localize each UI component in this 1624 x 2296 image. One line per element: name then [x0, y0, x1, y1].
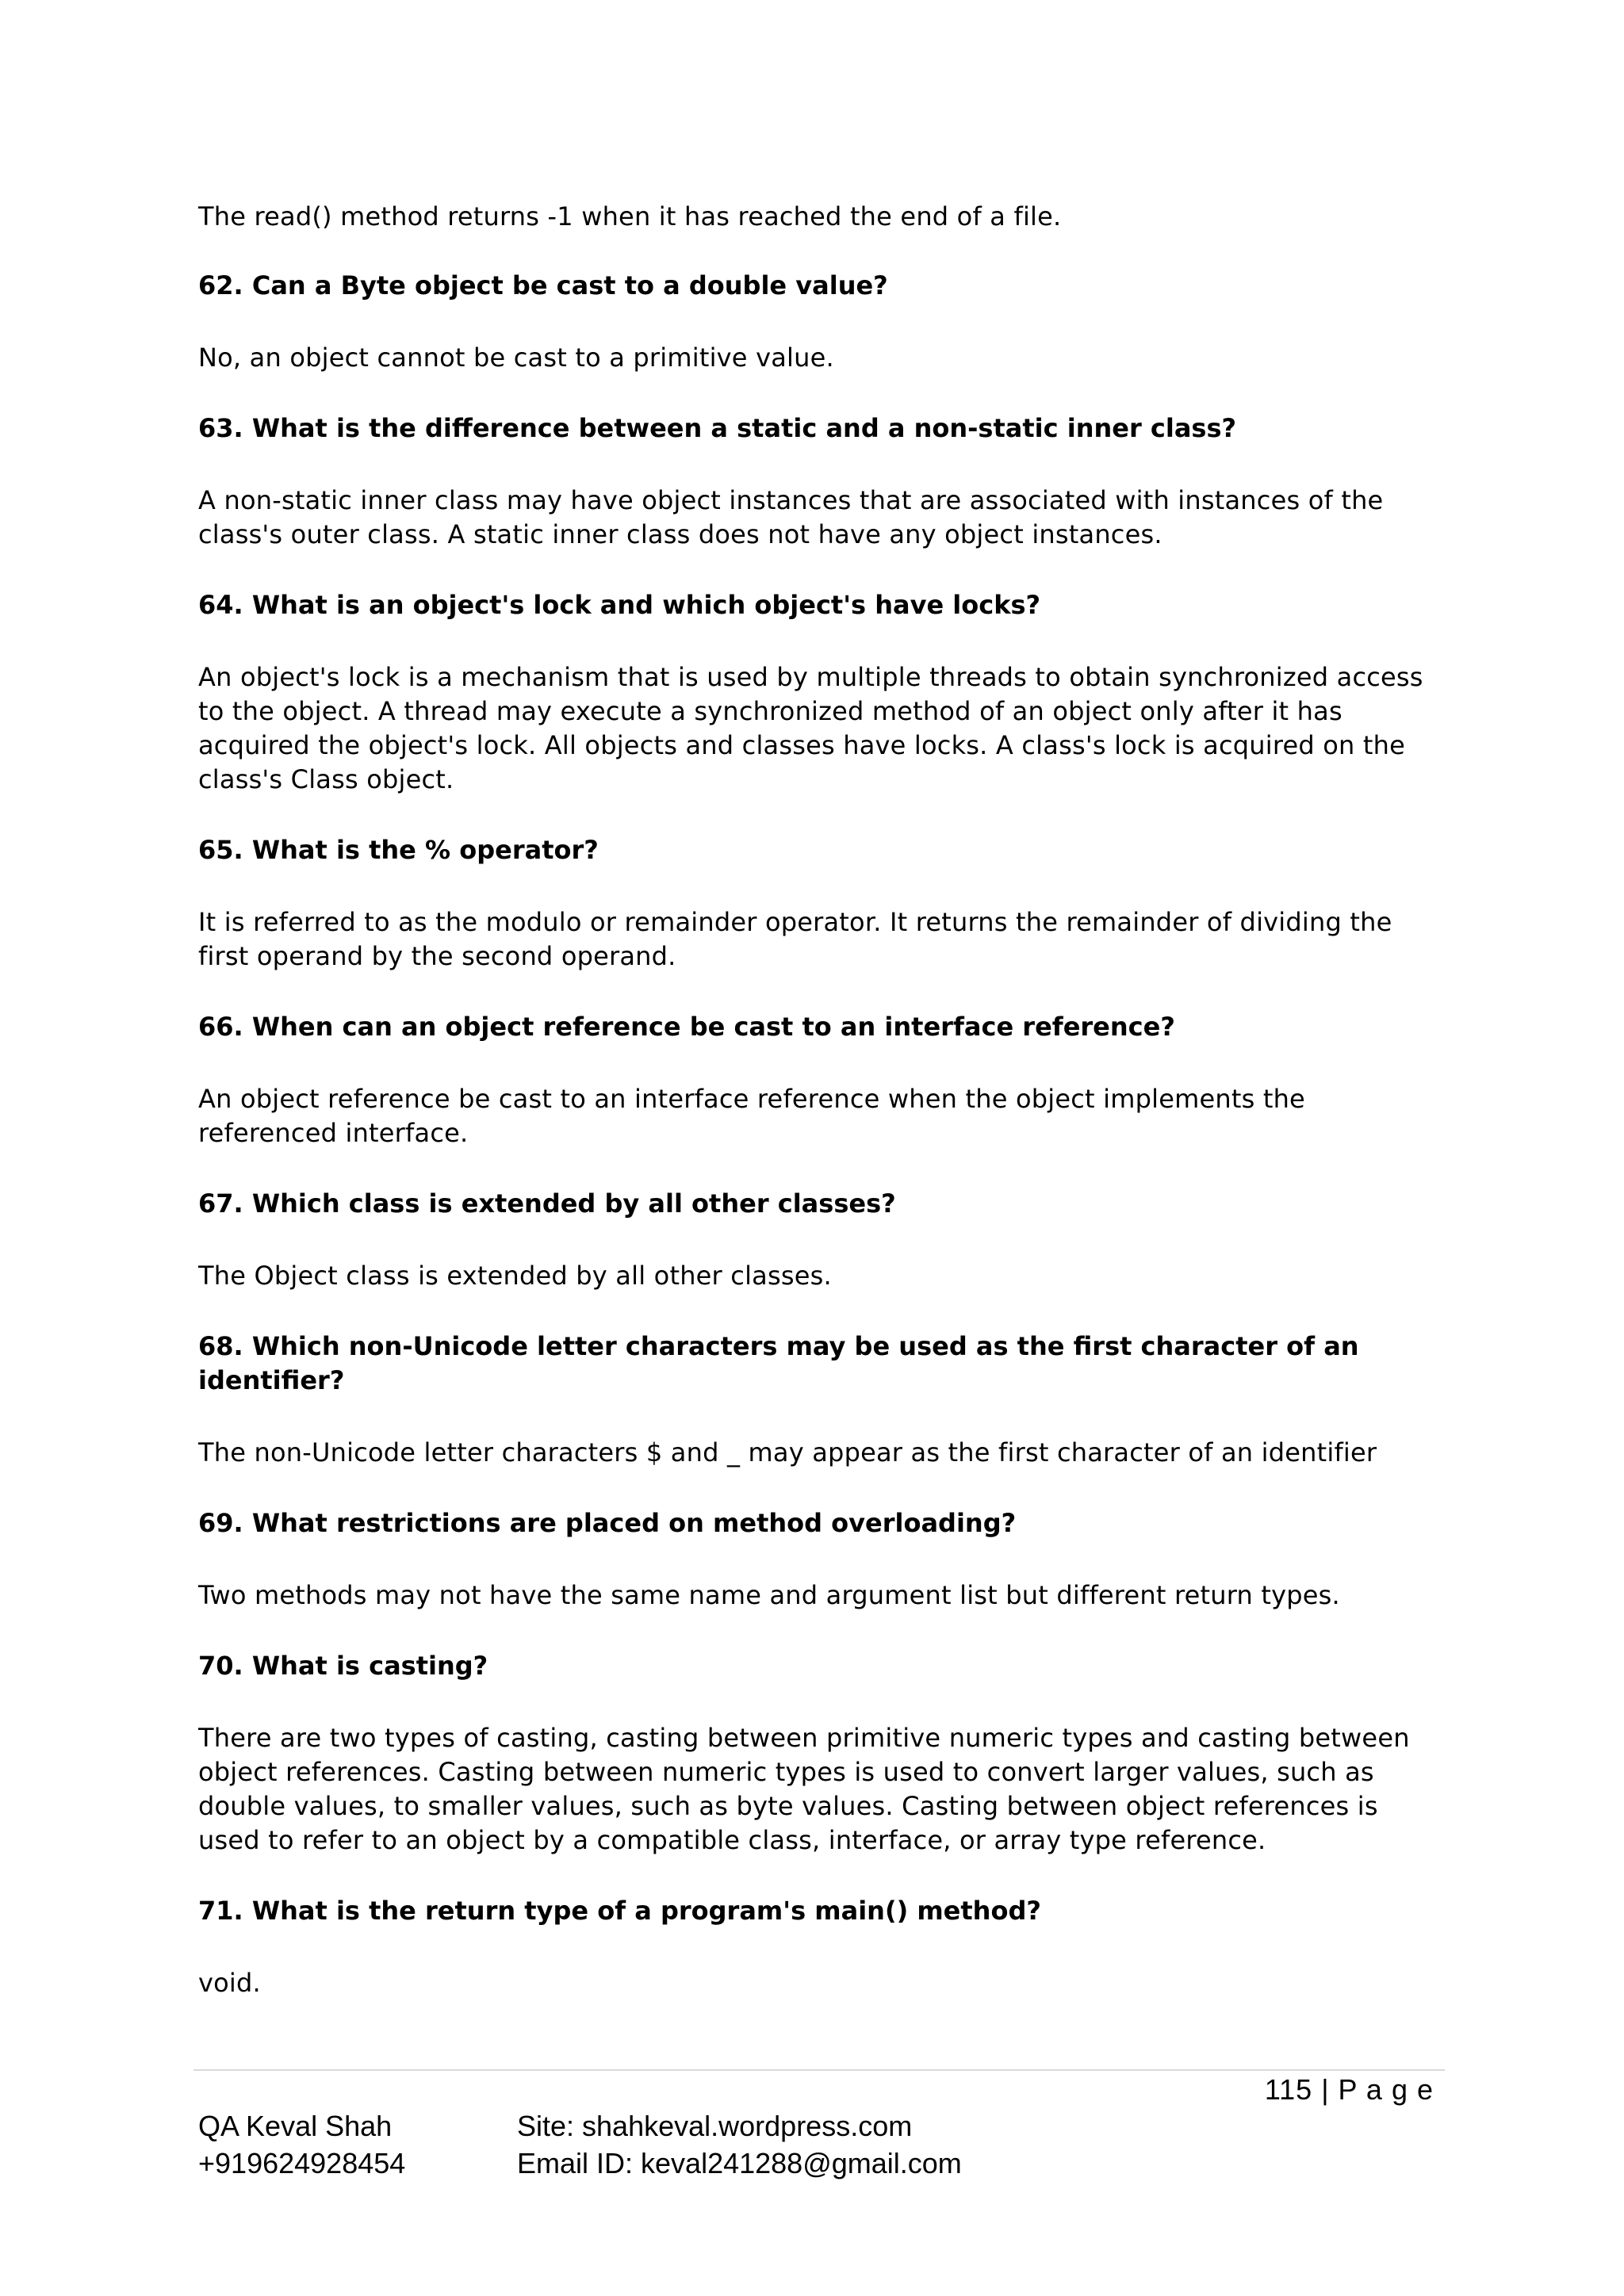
- question-heading: 64. What is an object's lock and which object's have locks?: [198, 590, 1041, 620]
- email-address: Email ID: keval241288@gmail.com: [517, 2147, 962, 2179]
- qa-item-65: [198, 833, 1443, 974]
- author-name: QA Keval Shah: [198, 2110, 393, 2142]
- answer-text: There are two types of casting, casting between primitive numeric types and casting between object references. Casting between numeric types is used to convert larger values, such as double values, to smaller values, such as byte values. Casting between object references is used to refer to an object by a compatible class, interface, or array type reference.: [198, 1723, 1410, 1855]
- page-number: 115 | P a g e: [1264, 2073, 1434, 2106]
- answer-text: No, an object cannot be cast to a primitive value.: [198, 342, 834, 373]
- question-heading: 68. Which non-Unicode letter characters may be used as the first character of an identifier?: [198, 1331, 1359, 1395]
- answer-text: A non-static inner class may have object instances that are associated with instances of the class's outer class. A static inner class does not have any object instances.: [198, 485, 1384, 549]
- qa-item-63: [198, 411, 1443, 552]
- qa-item-71: [198, 1894, 1443, 2000]
- question-heading: 71. What is the return type of a program's main() method?: [198, 1896, 1041, 1926]
- question-heading: 69. What restrictions are placed on method overloading?: [198, 1508, 1017, 1538]
- answer-text: An object's lock is a mechanism that is used by multiple threads to obtain synchronized access to the object. A thread may execute a synchronized method of an object only after it has acquired the object's lock. All objects and classes have locks. A class's lock is acquired on the class's Class object.: [198, 662, 1423, 794]
- question-heading: 63. What is the difference between a static and a non-static inner class?: [198, 413, 1237, 443]
- phone-number: +919624928454: [198, 2147, 406, 2179]
- answer-text: The non-Unicode letter characters $ and _ may appear as the first character of an identifier: [198, 1437, 1377, 1468]
- answer-text: Two methods may not have the same name and argument list but different return types.: [198, 1580, 1340, 1610]
- qa-item-68: [198, 1330, 1443, 1470]
- qa-item-70: [198, 1649, 1443, 1858]
- question-heading: 70. What is casting?: [198, 1651, 488, 1681]
- answer-text: It is referred to as the modulo or remainder operator. It returns the remainder of dividing the first operand by the second operand.: [198, 907, 1392, 971]
- footer-divider: [193, 2069, 1445, 2071]
- site-link: Site: shahkeval.wordpress.com: [517, 2110, 913, 2142]
- qa-item-66: [198, 1010, 1443, 1150]
- question-heading: 67. Which class is extended by all other classes?: [198, 1188, 896, 1219]
- qa-item-62: [198, 269, 1443, 375]
- answer-text: An object reference be cast to an interface reference when the object implements the referenced interface.: [198, 1084, 1305, 1148]
- qa-item-69: [198, 1506, 1443, 1613]
- answer-text: void.: [198, 1968, 261, 1998]
- answer-text: The Object class is extended by all other classes.: [198, 1261, 832, 1291]
- footer-contact-left: [198, 2107, 405, 2182]
- question-heading: 66. When can an object reference be cast to an interface reference?: [198, 1012, 1175, 1042]
- qa-item-67: [198, 1187, 1443, 1293]
- question-heading: 65. What is the % operator?: [198, 835, 599, 865]
- intro-text: The read() method returns -1 when it has reached the end of a file.: [198, 201, 1062, 232]
- qa-item-64: [198, 588, 1443, 797]
- question-heading: 62. Can a Byte object be cast to a double value?: [198, 270, 888, 300]
- footer-contact-right: [517, 2107, 962, 2182]
- document-body: [198, 200, 1443, 2037]
